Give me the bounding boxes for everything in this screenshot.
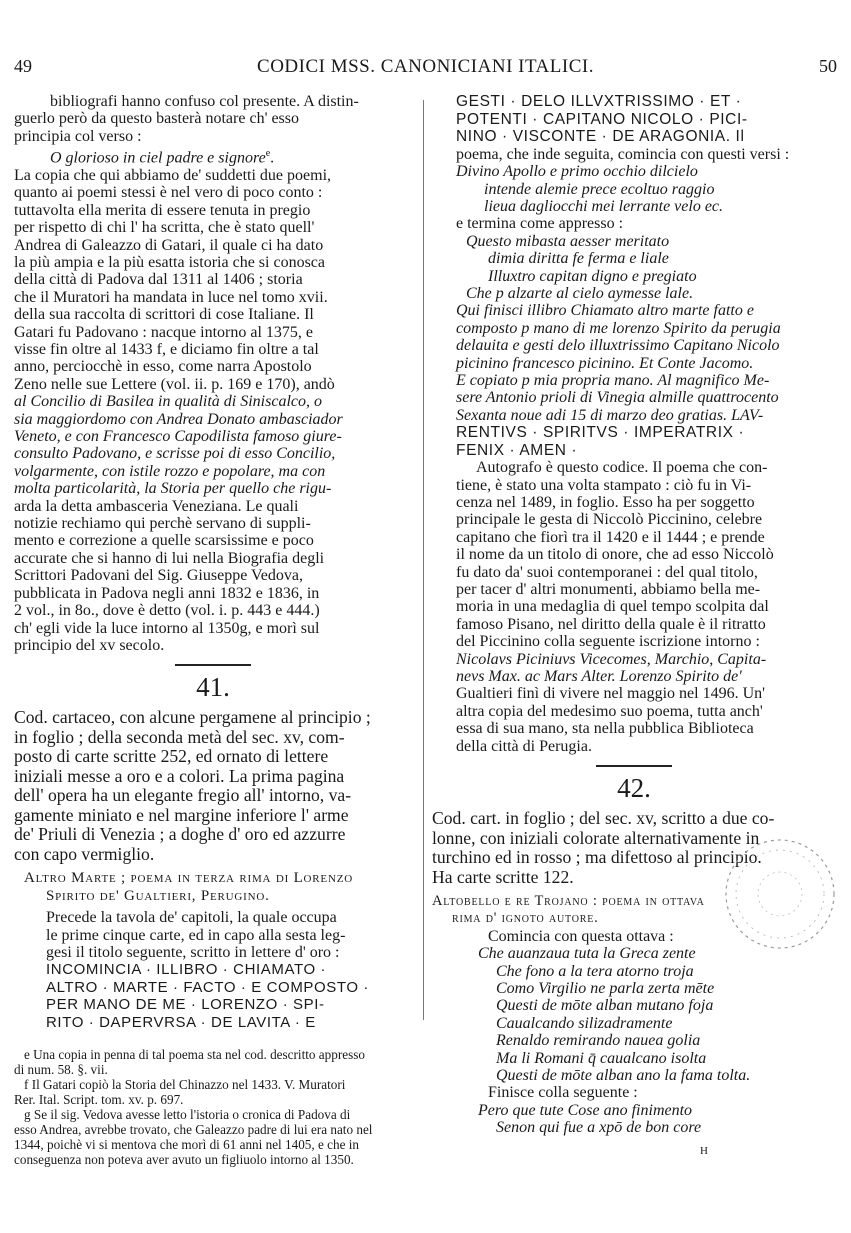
text-line: 2 vol., in 8o., dove è detto (vol. i. p. 443 e 444.) [14,602,320,620]
text-line: e termina come appresso : [456,215,624,233]
text-line: la più ampia e la più esatta istoria che si conosca [14,253,325,271]
verse-line: lieua dagliocchi mei lerrante velo ec. [484,198,724,215]
text-line: quanto ai poemi stessi è nel vero di poco conto : [14,184,323,202]
text-line: Gatari fu Padovano : nacque intorno al 1375, e [14,323,314,341]
text-line: NINO · VISCONTE · DE ARAGONIA. Il [456,128,745,146]
text-line: consulto Padovano, e scrisse poi di esso Concilio, [14,445,336,463]
text-line: principio del xv secolo. [14,636,165,654]
text-line: volgarmente, con istile rozzo e popolare, ma con [14,462,326,480]
text-line: famoso Pisano, nel diritto della quale è il ritratto [456,615,766,633]
footnote-line: g Se il sig. Vedova avesse letto l'istoria o cronica di Padova di [24,1106,351,1122]
text-line: visse fin oltre al 1433 f, e diciamo fin oltre a tal [14,341,319,359]
library-stamp [722,836,838,952]
text-line: RENTIVS · SPIRITVS · IMPERATRIX · [456,424,745,442]
text-line: cenza nel 1489, in foglio. Esso ha per soggetto [456,493,755,511]
intro-paragraph [14,93,412,167]
text-line: principia col verso : [14,127,142,145]
text-line: della città di Padova dal 1311 al 1406 ; storia [14,271,303,289]
text-line: Spirito de' Gualtieri, Perugino. [46,887,270,904]
left-column [14,93,412,1167]
text-line: molta particolarità, la Storia per quello che rigu- [14,480,332,498]
verse-line: Caualcando silizadramente [496,1014,673,1032]
text-line: Precede la tavola de' capitoli, la quale occupa [46,909,337,927]
text-line: gamente miniato e nel margine inferiore l' arme [14,805,349,825]
text-line: sere Antonio prioli di Vinegia almille quattrocento [456,389,779,407]
colophon [432,302,836,459]
text-line: mento e correzione a quelle scarsissime e poco [14,532,314,550]
verse-line: Divino Apollo e primo occhio dilcielo [456,163,698,181]
closing-verses [432,233,836,303]
text-line: ch' egli vide la luce intorno al 1350g, e morì sul [14,619,320,637]
text-line: al Concilio di Basilea in qualità di Siniscalco, o [14,393,322,411]
text-line: della sua raccolta di scrittori di cose Italiane. Il [14,306,314,324]
text-line: anno, perciocchè in esso, come narra Apostolo [14,358,312,376]
verse-line: Questi de mōte alban mutano foja [496,997,714,1015]
quoted-verse: O glorioso in ciel padre e signore [50,149,266,167]
text-line: le prime cinque carte, ed in capo alla sesta leg- [46,926,346,944]
text-line: Finisce colla seguente : [488,1084,638,1102]
text-line: Qui finisci illibro Chiamato altro marte fatto e [456,302,754,320]
gatari-paragraph [14,167,412,654]
footnote-line: conseguenza non poteva aver avuto un figliuolo intorno al 1350. [14,1151,354,1167]
text-line: POTENTI · CAPITANO NICOLO · PICI- [456,110,748,128]
text-line: Altobello e re Trojano : poema in ottava [432,893,705,909]
verse-line: Senon qui fue a xpō de bon core [496,1119,702,1137]
text-line: del Piccinino colla seguente iscrizione intorno : [456,633,760,651]
text-line: ALTRO · MARTE · FACTO · E COMPOSTO · [46,978,370,996]
text-line: Cod. cart. in foglio ; del sec. xv, scritto a due co- [432,809,775,828]
text-line: guerlo però da questo basterà notare ch' esso [14,110,299,128]
text-line: rima d' ignoto autore. [452,910,599,927]
text-line: accurate che si hanno di lui nella Biografia degli [14,549,325,567]
opening-verses [432,163,836,215]
text-line: GESTI · DELO ILLVXTRISSIMO · ET · [456,93,742,110]
verse-line: Questo mibasta aesser meritato [466,232,670,250]
text-line: con capo vermiglio. [14,844,155,864]
page-number-right: 50 [819,56,837,76]
verse-line: Che fono a la tera atorno troja [496,962,694,980]
text-line: pubblicata in Padova negli anni 1832 e 1836, in [14,584,320,602]
text-line: picinino francesco picinino. Et Conte Jacomo. [456,354,754,372]
entry-number-41: 41. [196,672,230,703]
text-line: sia maggiordomo con Andrea Donato ambasciador [14,410,343,428]
text-line: tiene, è stato una volta stampato : ciò fu in Vi- [456,476,752,494]
title-continuation [432,93,836,163]
text-line: E copiato p mia propria mano. Al magnifico Me- [456,372,770,390]
footnote-line: di num. 58. §. vii. [14,1061,108,1077]
text-line: Scrittori Padovani del Sig. Giuseppe Vedova, [14,567,303,585]
footnote-mark: e [265,148,271,160]
text-line: Altro Marte ; poema in terza rima di Lorenzo [24,870,353,887]
text-line: Veneto, e con Francesco Capodilista famoso giure- [14,428,342,446]
text-line: delauita e gesti delo illuxtrissimo Capitano Nicolo [456,337,780,355]
text-line: in foglio ; della seconda metà del sec. xv, com- [14,727,345,747]
text-line: PER MANO DE ME · LORENZO · SPI- [46,996,325,1014]
ottava-verses [432,945,836,1084]
text-line: iniziali messe a oro e a colori. La prima pagina [14,766,345,786]
text-line: essa di sua mano, sta nella pubblica Biblioteca [456,720,754,738]
verse-line: dimia diritta fe ferma e liale [488,250,669,268]
footnote-line: e Una copia in penna di tal poema sta nel cod. descritto appresso [24,1046,365,1062]
entry-number-42: 42. [617,773,651,803]
entry-41-paragraph [14,909,412,1031]
verse-line: Illuxtro capitan digno e pregiato [488,267,697,285]
text-line: composto p mano di me lorenzo Spirito da perugia [456,319,781,337]
verse-line: Ma li Romani q̄ caualcano isolta [496,1049,707,1067]
section-rule [596,765,672,767]
column-divider [423,100,424,1020]
footnote-line: esso Andrea, avrebbe trovato, che Galeazzo padre di lui era nato nel [14,1121,373,1137]
text-line: gesi il titolo seguente, scritto in lettere d' oro : [46,943,340,961]
verse-line: intende alemie prece ecoltuo raggio [484,180,715,198]
text-line: FENIX · AMEN · [456,441,578,459]
running-header [0,56,851,86]
text-line: Andrea di Galeazzo di Gatari, il quale ci ha dato [14,236,324,254]
verse-line: Che p alzarte al cielo aymesse lale. [466,285,694,303]
text-line: de' Priuli di Venezia ; a doghe d' oro ed azzurre [14,825,346,845]
text-line: moria in una medaglia di quel tempo scolpita dal [456,598,769,616]
text-line: che il Muratori ha mandata in luce nel tomo xvii. [14,288,328,306]
verse-line: Che auanzaua tuta la Greca zente [478,945,696,963]
text-line: turchino ed in rosso ; ma difettoso al principio. [432,848,762,867]
text-line: RITO · DAPERVRSA · DE LAVITA · E [46,1013,316,1031]
text-line: Ha carte scritte 122. [432,867,574,887]
text-line: altra copia del medesimo suo poema, tutta anch' [456,702,763,720]
autografo-paragraph [432,459,836,755]
right-column [432,93,836,1157]
entry-41-description [14,708,412,864]
text-line: Zeno nelle sue Lettere (vol. ii. p. 169 e 170), andò [14,375,335,393]
text-line: principale le gesta di Niccolò Piccinino, celebre [456,511,763,529]
page-number-left: 49 [14,56,32,76]
signature-mark: H [700,1144,708,1157]
verse-line: Renaldo remirando nauea golia [496,1032,701,1050]
verse-line: Pero que tute Cose ano finimento [478,1101,693,1119]
text-line: nevs Max. ac Mars Alter. Lorenzo Spirito de' [456,667,742,685]
verse-line: Questi de mōte alban ano la fama tolta. [496,1067,751,1085]
text-line: capitano che fiorì tra il 1420 e il 1444 ; e prende [456,528,765,546]
text-line: notizie rechiamo qui perchè servano di suppli- [14,515,311,533]
text-line: Gualtieri finì di vivere nel maggio nel 1496. Un' [456,685,766,703]
text-line: INCOMINCIA · ILLIBRO · CHIAMATO · [46,961,327,979]
footnote-line: f Il Gatari copiò la Storia del Chinazzo nel 1433. V. Muratori [24,1076,346,1092]
text-line: tuttavolta ella merita di essere tenuta in pregio [14,201,311,219]
text-line: Cod. cartaceo, con alcune pergamene al principio ; [14,708,371,728]
text-line: poema, che inde seguita, comincia con questi versi : [456,145,790,163]
text-line: La copia che qui abbiamo de' suddetti due poemi, [14,166,332,184]
text-line: Autografo è questo codice. Il poema che con- [476,459,768,477]
text-line: per tacer d' altri monumenti, abbiamo bella me- [456,580,761,598]
footnote-line: 1344, poichè vi si mentova che morì di 61 anni nel 1405, e che in [14,1136,359,1152]
text-line: arda la detta ambasceria Veneziana. Le quali [14,497,299,515]
verse-line: Como Virgilio ne parla zerta mēte [496,980,715,998]
text-line: per rispetto di chi l' ha scritta, che è stato quell' [14,219,315,237]
footnotes [14,1047,412,1167]
running-title: CODICI MSS. CANONICIANI ITALICI. [257,56,594,77]
text-line: della città di Perugia. [456,737,592,755]
section-rule [175,664,251,666]
quoted-verse-line: O glorioso in ciel padre e signore$^e$. [50,148,275,167]
text-line: il nome da un titolo di onore, che ad esso Niccolò [456,546,774,564]
text-line: posto di carte scritte 252, ed ornato di lettere [14,747,329,767]
text-line: fu dato da' suoi contemporanei : del qual titolo, [456,563,758,581]
final-verses [432,1102,836,1137]
footnote-line: Rer. Ital. Script. tom. xv. p. 697. [14,1091,184,1107]
entry-41-work-title [14,870,412,905]
text-line: Comincia con questa ottava : [488,927,674,945]
text-line: bibliografi hanno confuso col presente. A distin- [50,93,359,110]
text-line: Nicolavs Piciniuvs Vicecomes, Marchio, Capita- [456,650,767,668]
text-line: lonne, con iniziali colorate alternativamente in [432,828,760,848]
text-line: Sexanta noue adi 15 di marzo deo gratias. LAV- [456,406,764,424]
text-line: dell' opera ha un elegante fregio all' intorno, va- [14,786,352,806]
